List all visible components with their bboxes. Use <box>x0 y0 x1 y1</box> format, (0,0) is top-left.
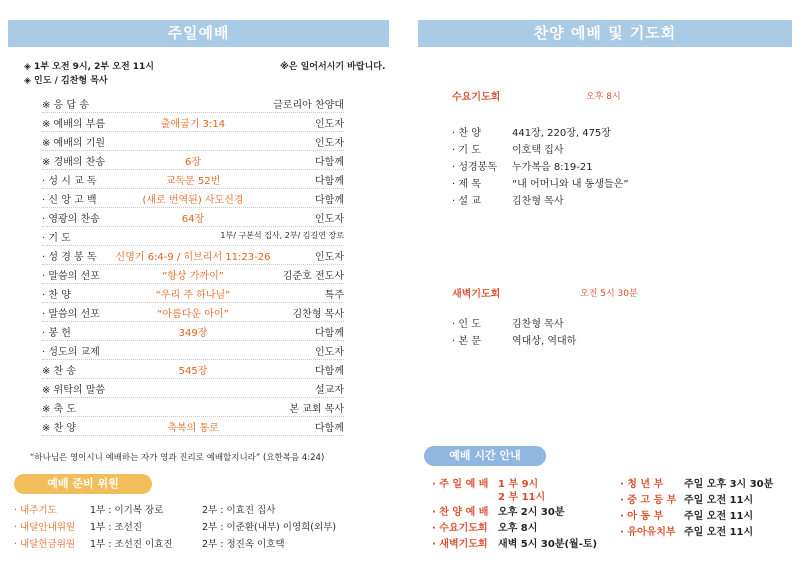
order-item: · 기 도 <box>42 233 71 244</box>
order-leader: 다함께 <box>315 157 344 168</box>
order-item: · 영광의 찬송 <box>42 214 100 225</box>
order-detail: 349장 <box>178 328 208 339</box>
committee-title: 예배 준비 위원 <box>14 474 152 494</box>
schedule-time: 오후 8시 <box>498 523 538 534</box>
order-row <box>42 378 344 398</box>
wed-label: · 찬 양 <box>452 128 481 139</box>
committee-second: 2부 : 정진옥 이호택 <box>202 539 285 550</box>
order-detail: 신명기 6:4-9 / 히브리서 11:23-26 <box>115 252 271 263</box>
order-leader: 인도자 <box>315 252 344 263</box>
order-leader: 다함께 <box>315 423 344 434</box>
order-detail: (새로 번역된) 사도신경 <box>142 195 244 206</box>
order-item: · 신 앙 고 백 <box>42 195 97 206</box>
order-row <box>42 169 344 189</box>
order-leader: 인도자 <box>315 119 344 130</box>
order-leader: 인도자 <box>315 138 344 149</box>
committee-second: 2부 : 이효진 집사 <box>202 505 276 516</box>
scripture-verse: “하나님은 영이시니 예배하는 자가 영과 진리로 예배할지니라” (요한복음 4:24) <box>30 453 325 463</box>
schedule-time: 새벽 5시 30분(월-토) <box>498 539 598 550</box>
schedule-time: 2 부 11시 <box>498 492 546 503</box>
order-item: ※ 찬 송 <box>42 366 77 377</box>
order-detail: “아름다운 아이” <box>157 309 229 320</box>
schedule-time: 오후 2시 30분 <box>498 507 565 518</box>
order-leader: 다함께 <box>315 366 344 377</box>
order-row <box>42 302 344 322</box>
dawn-time: 오전 5시 30분 <box>580 289 638 299</box>
schedule-time: 1 부 9시 <box>498 479 539 490</box>
order-leader: 인도자 <box>315 214 344 225</box>
service-times: ◈ 1부 오전 9시, 2부 오전 11시 <box>24 62 155 72</box>
order-leader: 인도자 <box>315 347 344 358</box>
order-row <box>42 340 344 360</box>
wed-label: · 성경봉독 <box>452 162 497 173</box>
order-detail: 출애굽기 3:14 <box>160 119 226 130</box>
order-item: ※ 응 답 송 <box>42 100 89 111</box>
dawn-value: 역대상, 역대하 <box>512 336 577 347</box>
schedule-name: · 찬 양 예 배 <box>432 507 489 518</box>
schedule-time: 주일 오후 3시 30분 <box>684 479 774 490</box>
schedule-name: · 주 일 예 배 <box>432 479 489 490</box>
order-item: ※ 찬 양 <box>42 423 77 434</box>
standing-note: ※은 일어서시기 바랍니다. <box>280 62 386 72</box>
schedule-name: · 청 년 부 <box>620 479 664 490</box>
order-leader: 설교자 <box>315 385 344 396</box>
committee-first: 1부 : 이기복 장로 <box>90 505 164 516</box>
schedule-time: 주일 오전 11시 <box>684 511 754 522</box>
order-detail: 6장 <box>184 157 202 168</box>
order-item: ※ 예배의 부름 <box>42 119 106 130</box>
order-item: · 성도의 교제 <box>42 347 100 358</box>
order-item: · 말씀의 선포 <box>42 271 100 282</box>
left-title-banner <box>8 20 389 47</box>
schedule-name: · 중 고 등 부 <box>620 495 677 506</box>
order-detail: 축복의 통로 <box>167 423 219 434</box>
wed-label: · 설 교 <box>452 196 481 207</box>
order-leader: 글로리아 찬양대 <box>273 100 344 111</box>
order-item: ※ 축 도 <box>42 404 77 415</box>
order-row <box>42 359 344 379</box>
committee-first: 1부 : 조선진 이효진 <box>90 539 173 550</box>
order-row <box>42 416 344 436</box>
left-title: 주일예배 <box>167 24 230 42</box>
order-row <box>42 226 344 246</box>
order-leader: 1부/ 구본석 집사, 2부/ 김길연 장로 <box>220 231 344 240</box>
committee-role: · 내달헌금위원 <box>14 539 76 550</box>
schedule-name: · 유아유치부 <box>620 527 676 538</box>
order-leader: 본 교회 목사 <box>289 404 344 415</box>
order-item: · 성 경 봉 독 <box>42 252 97 263</box>
order-row <box>42 245 344 265</box>
schedule-name: · 새벽기도회 <box>432 539 488 550</box>
order-row <box>42 150 344 170</box>
order-row <box>42 397 344 417</box>
order-item: · 말씀의 선포 <box>42 309 100 320</box>
wed-value: 이호택 집사 <box>512 145 564 156</box>
wed-label: · 제 목 <box>452 179 481 190</box>
order-row <box>42 188 344 208</box>
wed-value: 누가복음 8:19-21 <box>512 162 593 173</box>
wed-value: 김찬형 목사 <box>512 196 564 207</box>
order-item: · 성 시 교 독 <box>42 176 97 187</box>
order-row <box>42 112 344 132</box>
schedule-title: 예배 시간 안내 <box>424 446 546 466</box>
schedule-name: · 아 동 부 <box>620 511 664 522</box>
committee-role: · 내주기도 <box>14 505 57 516</box>
committee-role: · 내달안내위원 <box>14 522 76 533</box>
order-leader: 다함께 <box>315 176 344 187</box>
order-row <box>42 321 344 341</box>
schedule-time: 주일 오전 11시 <box>684 527 754 538</box>
dawn-title: 새벽기도회 <box>452 289 501 300</box>
schedule-name: · 수요기도회 <box>432 523 488 534</box>
order-item: · 찬 양 <box>42 290 71 301</box>
order-leader: 특주 <box>324 290 344 301</box>
order-row <box>42 207 344 227</box>
order-detail: 교독문 52번 <box>165 176 221 187</box>
order-item: ※ 위탁의 말씀 <box>42 385 106 396</box>
order-leader: 김준호 전도사 <box>282 271 344 282</box>
order-item: ※ 예배의 기원 <box>42 138 106 149</box>
service-leader: ◈ 인도 / 김찬형 목사 <box>24 76 108 86</box>
dawn-label: · 본 문 <box>452 336 481 347</box>
order-item: · 봉 헌 <box>42 328 71 339</box>
order-detail: “우리 주 하나님” <box>155 290 231 301</box>
order-detail: 64장 <box>181 214 205 225</box>
right-title-banner <box>418 20 792 47</box>
order-row <box>42 131 344 151</box>
order-row <box>42 283 344 303</box>
order-item: ※ 경배의 찬송 <box>42 157 106 168</box>
order-row <box>42 93 344 113</box>
order-leader: 김찬형 목사 <box>292 309 344 320</box>
order-detail: “항상 가까이” <box>162 271 224 282</box>
order-detail: 545장 <box>178 366 208 377</box>
committee-first: 1부 : 조선진 <box>90 522 142 533</box>
order-row <box>42 264 344 284</box>
dawn-value: 김찬형 목사 <box>512 319 564 330</box>
order-leader: 다함께 <box>315 328 344 339</box>
wed-value: 441장, 220장, 475장 <box>512 128 611 139</box>
wed-title: 수요기도회 <box>452 92 501 103</box>
committee-second: 2부 : 이준환(내부) 이영희(외부) <box>202 522 337 533</box>
schedule-time: 주일 오전 11시 <box>684 495 754 506</box>
order-leader: 다함께 <box>315 195 344 206</box>
right-title: 찬양 예배 및 기도회 <box>533 24 677 42</box>
wed-value: “내 어머니와 내 동생들은” <box>512 179 629 190</box>
wed-label: · 기 도 <box>452 145 481 156</box>
dawn-label: · 인 도 <box>452 319 481 330</box>
wed-time: 오후 8시 <box>586 92 621 102</box>
